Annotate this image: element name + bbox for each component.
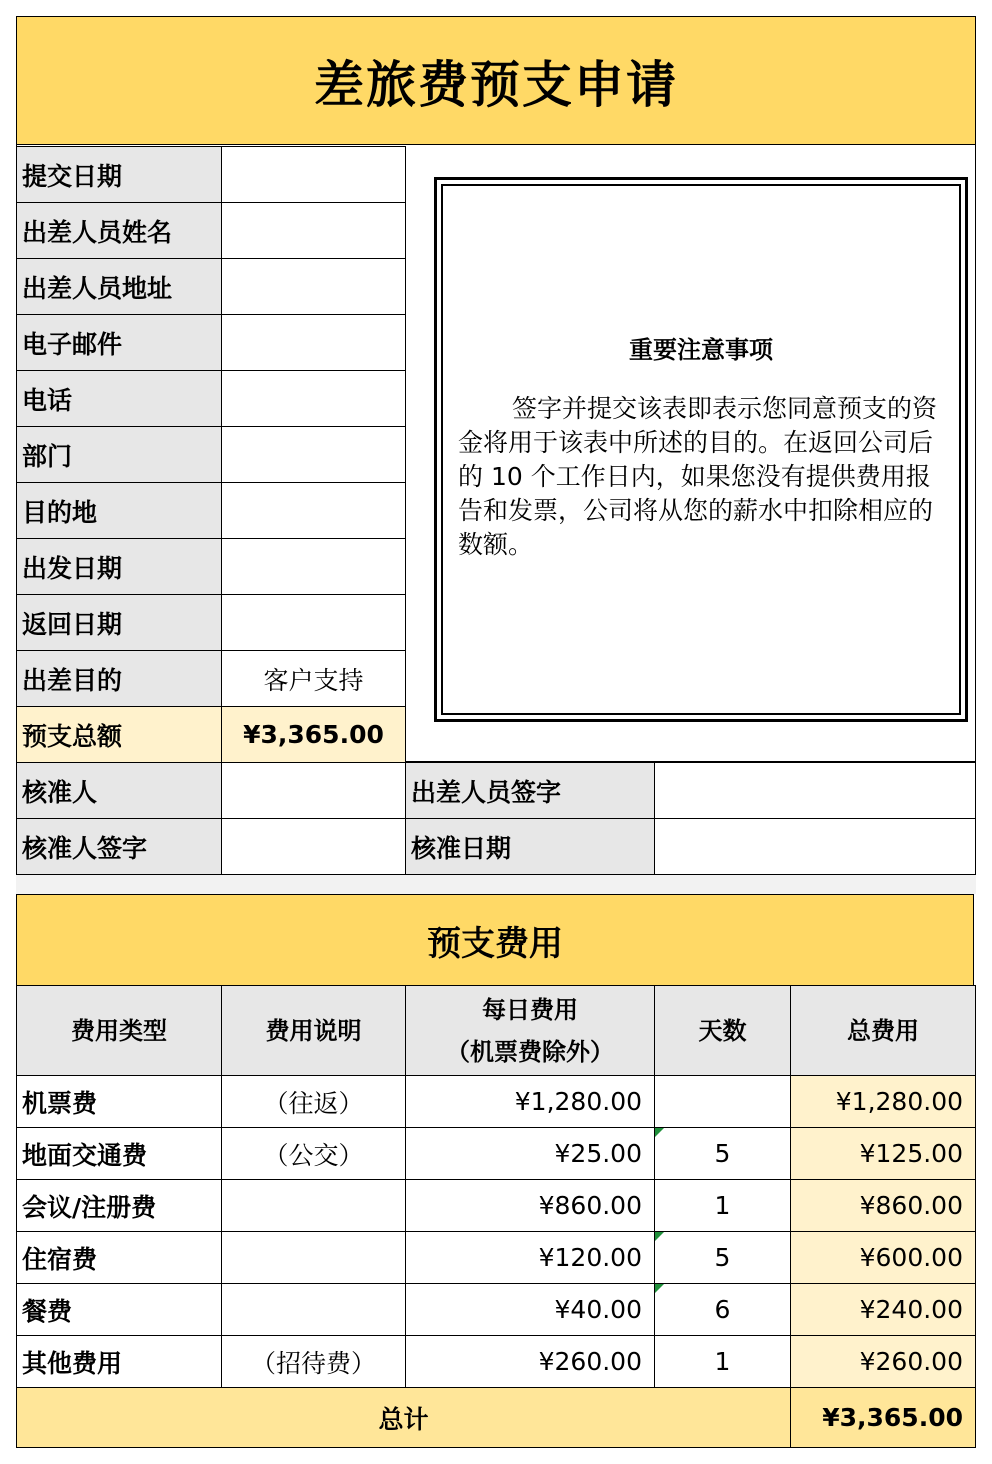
cell-comment-marker [655,1128,664,1137]
cell-comment-marker [655,1232,664,1241]
field-advance-total: ¥3,365.00 [221,706,406,763]
table-row-days[interactable]: 6 [654,1283,791,1336]
notice-body: 签字并提交该表即表示您同意预支的资金将用于该表中所述的目的。在返回公司后的 10 个工作日内，如果您没有提供费用报告和发票，公司将从您的薪水中扣除相应的数额。 [458,394,938,559]
label-approver: 核准人 [16,762,222,819]
header-daily-cost [405,985,655,1076]
label-advance-total: 预支总额 [16,706,222,763]
field-approver-signature[interactable] [221,818,406,875]
header-total-cost: 总费用 [790,985,976,1076]
form-title: 差旅费预支申请 [16,16,976,146]
field-traveler-name[interactable] [221,202,406,259]
notice-title: 重要注意事项 [629,336,773,364]
table-row-desc[interactable]: （往返） [221,1075,406,1128]
table-row-daily[interactable]: ¥120.00 [405,1231,655,1284]
label-traveler-signature: 出差人员签字 [405,762,655,819]
label-approver-signature: 核准人签字 [16,818,222,875]
label-submit-date: 提交日期 [16,146,222,203]
table-row-type: 其他费用 [16,1335,222,1388]
table-row-daily[interactable]: ¥260.00 [405,1335,655,1388]
field-purpose[interactable]: 客户支持 [221,650,406,707]
table-row-type: 餐费 [16,1283,222,1336]
field-destination[interactable] [221,482,406,539]
header-expense-type: 费用类型 [16,985,222,1076]
table-row-total: ¥1,280.00 [790,1075,976,1128]
table-row-desc[interactable]: （公交） [221,1127,406,1180]
label-traveler-address: 出差人员地址 [16,258,222,315]
field-traveler-address[interactable] [221,258,406,315]
table-row-days[interactable]: 5 [654,1127,791,1180]
table-row-days[interactable]: 5 [654,1231,791,1284]
table-row-days[interactable] [654,1075,791,1128]
table-row-total: ¥600.00 [790,1231,976,1284]
field-approver[interactable] [221,762,406,819]
table-row-total: ¥125.00 [790,1127,976,1180]
table-row-type: 地面交通费 [16,1127,222,1180]
field-submit-date[interactable] [221,146,406,203]
label-department: 部门 [16,426,222,483]
label-return-date: 返回日期 [16,594,222,651]
header-days: 天数 [654,985,791,1076]
field-email[interactable] [221,314,406,371]
field-return-date[interactable] [221,594,406,651]
header-daily-cost-line1: 每日费用 [482,995,578,1024]
table-row-total: ¥240.00 [790,1283,976,1336]
table-row-days[interactable]: 1 [654,1335,791,1388]
label-approval-date: 核准日期 [405,818,655,875]
table-row-daily[interactable]: ¥40.00 [405,1283,655,1336]
table-row-type: 会议/注册费 [16,1179,222,1232]
cell-comment-marker [655,1284,664,1293]
table-row-total: ¥860.00 [790,1179,976,1232]
table-row-daily[interactable]: ¥25.00 [405,1127,655,1180]
label-departure-date: 出发日期 [16,538,222,595]
table-row-daily[interactable]: ¥860.00 [405,1179,655,1232]
label-phone: 电话 [16,370,222,427]
table-row-desc[interactable] [221,1179,406,1232]
section-gap [16,875,976,894]
field-approval-date[interactable] [654,818,976,875]
table-row-desc[interactable] [221,1231,406,1284]
field-departure-date[interactable] [221,538,406,595]
table-row-type: 住宿费 [16,1231,222,1284]
field-phone[interactable] [221,370,406,427]
table-row-desc[interactable] [221,1283,406,1336]
label-traveler-name: 出差人员姓名 [16,202,222,259]
label-email: 电子邮件 [16,314,222,371]
sum-value: ¥3,365.00 [790,1387,976,1448]
table-row-desc[interactable]: （招待费） [221,1335,406,1388]
table-row-days[interactable]: 1 [654,1179,791,1232]
expenses-section-title: 预支费用 [16,894,974,986]
table-row-total: ¥260.00 [790,1335,976,1388]
header-daily-cost-line2: （机票费除外） [446,1037,614,1066]
field-department[interactable] [221,426,406,483]
header-expense-desc: 费用说明 [221,985,406,1076]
sum-label: 总计 [16,1387,791,1448]
table-row-type: 机票费 [16,1075,222,1128]
label-purpose: 出差目的 [16,650,222,707]
label-destination: 目的地 [16,482,222,539]
table-row-daily[interactable]: ¥1,280.00 [405,1075,655,1128]
field-traveler-signature[interactable] [654,762,976,819]
